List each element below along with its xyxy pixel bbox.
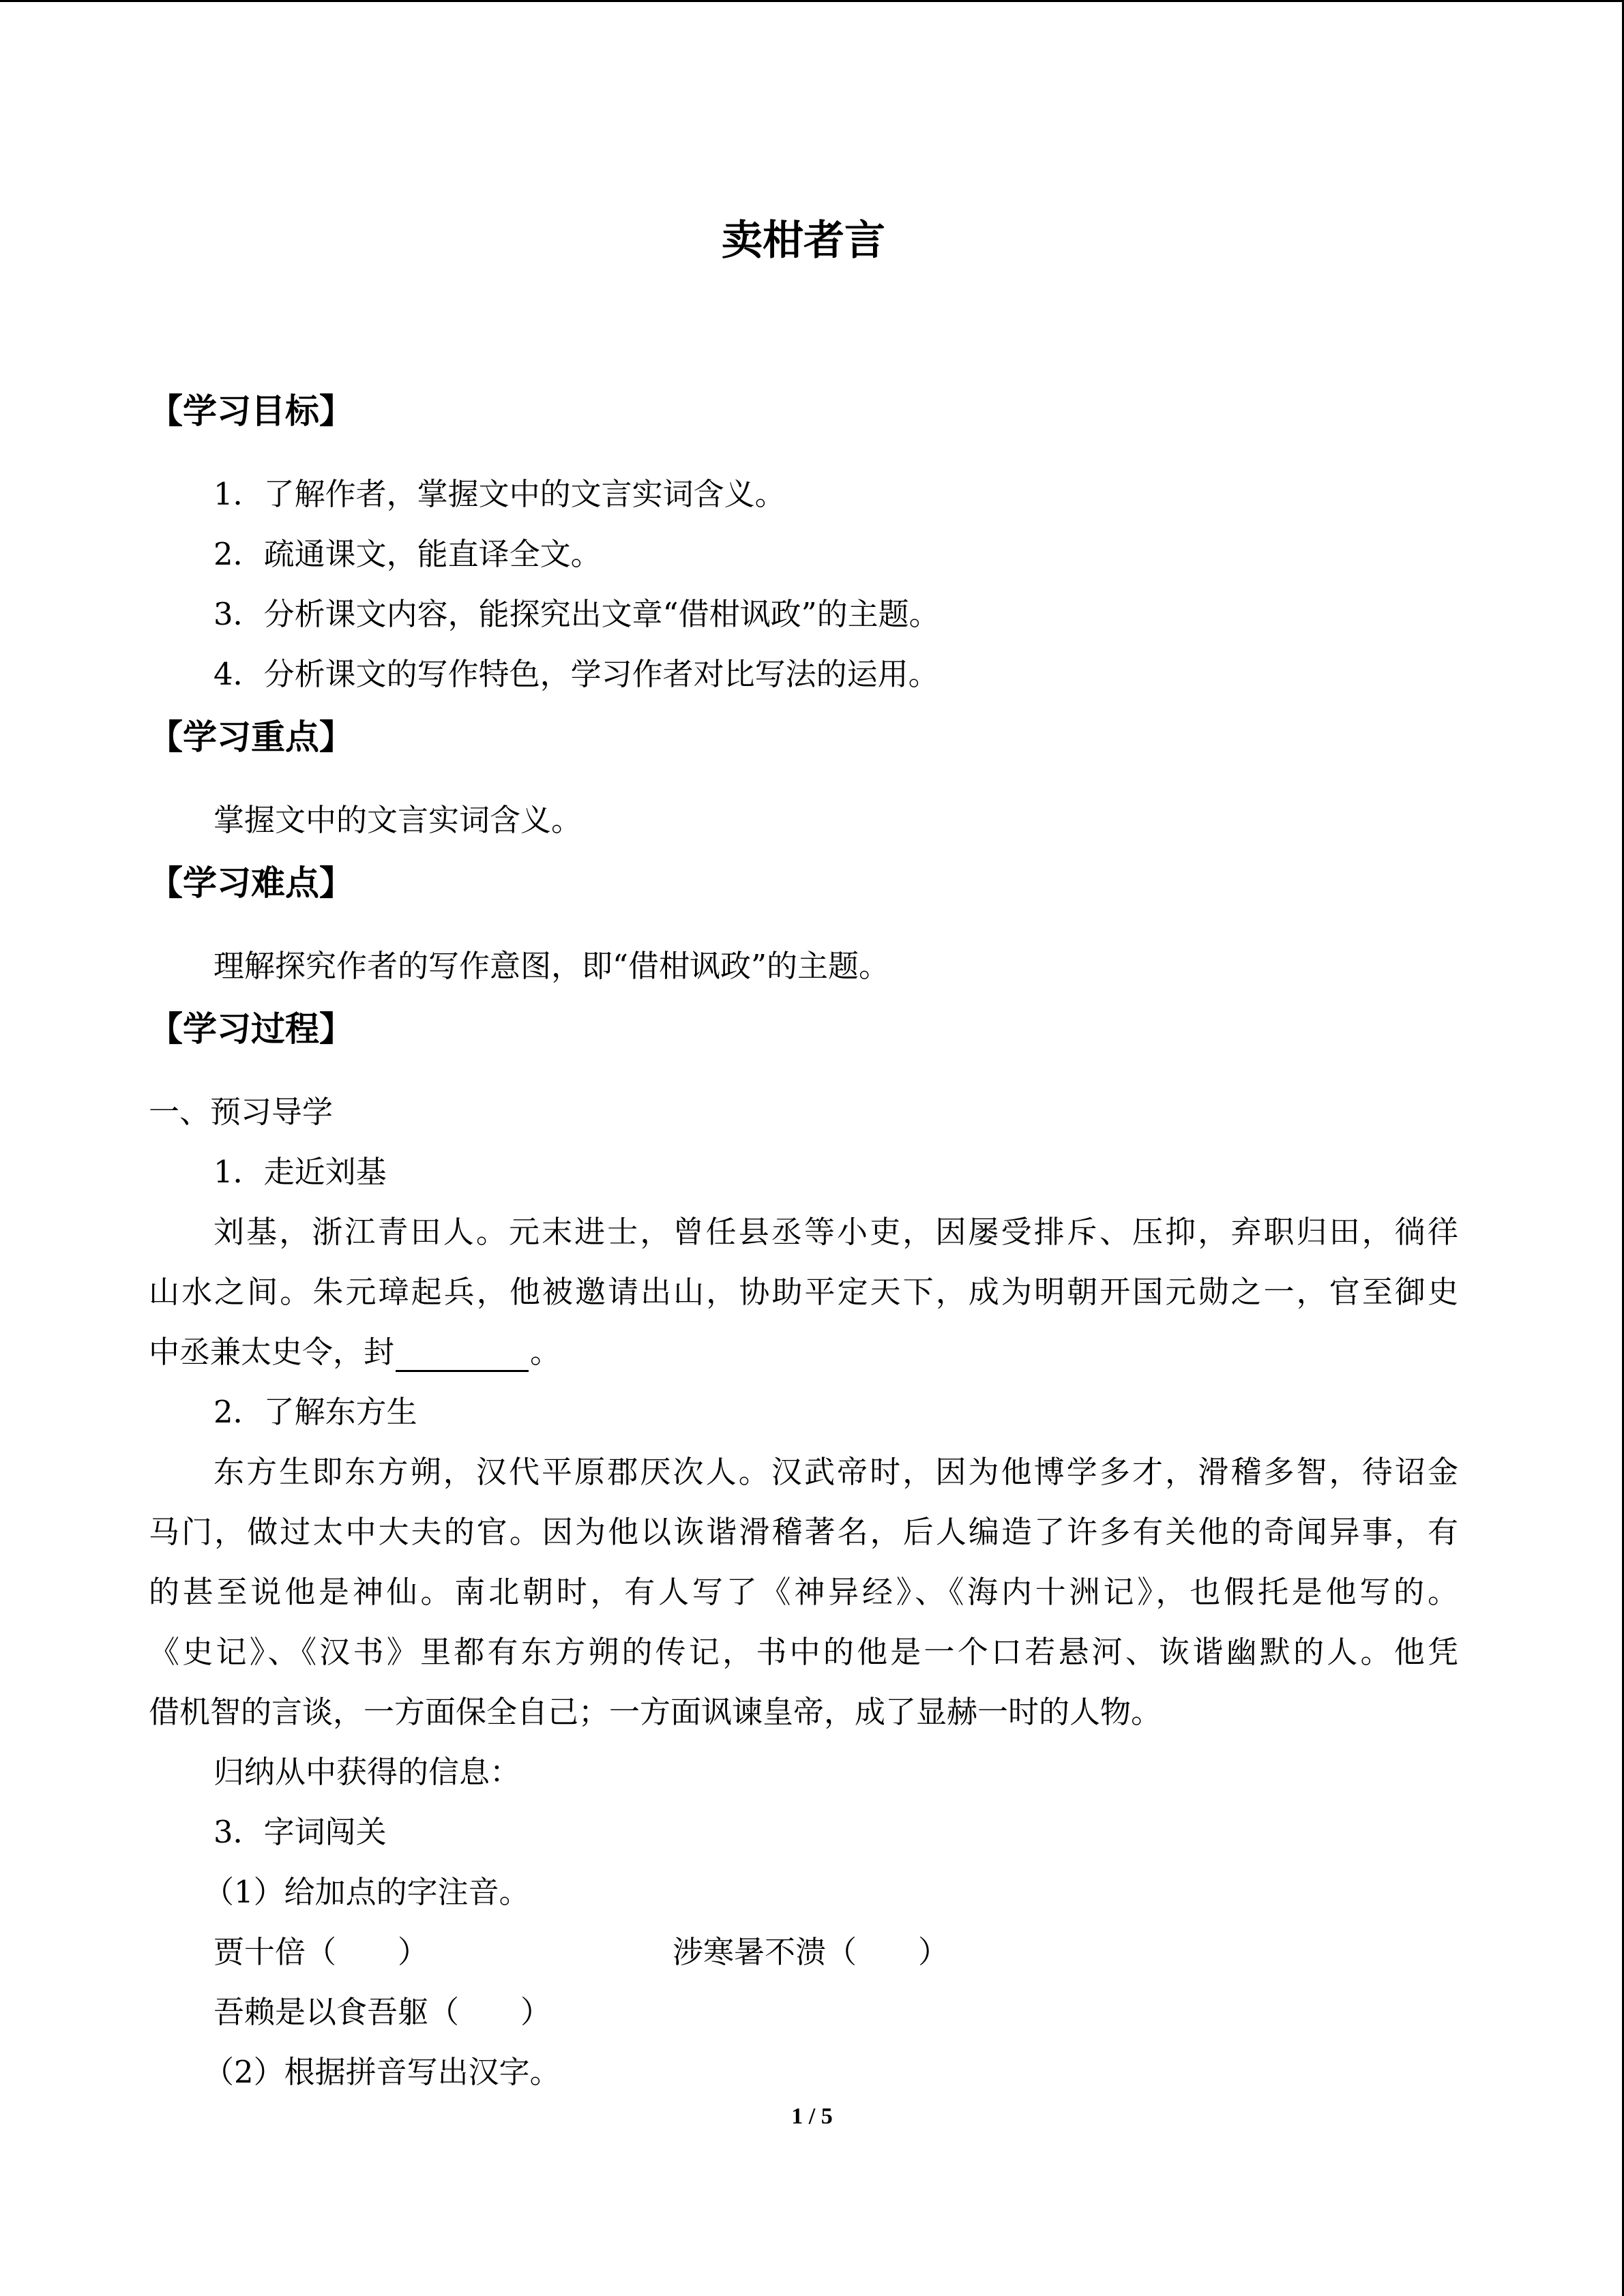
dongfang-summary-prompt: 归纳从中获得的信息： (213, 1754, 521, 1790)
vocab-heading: 3．字词闯关 (213, 1814, 387, 1850)
liuji-paragraph-line: 刘基，浙江青田人。元末进士，曾任县丞等小吏，因屡受排斥、压抑，弃职归田，徜徉 (213, 1214, 1458, 1250)
fill-in-blank[interactable] (396, 1343, 529, 1372)
vocab-question-1: （1）给加点的字注音。 (203, 1874, 530, 1910)
page-border-top (0, 0, 1624, 2)
liuji-paragraph-line: 山水之间。朱元璋起兵，他被邀请出山，协助平定天下，成为明朝开国元勋之一，官至御史 (149, 1274, 1458, 1310)
vocab-item: 涉寒暑不溃（ ） (673, 1934, 949, 1970)
dongfang-paragraph-line: 东方生即东方朔，汉代平原郡厌次人。汉武帝时，因为他博学多才，滑稽多智，待诏金 (213, 1454, 1458, 1490)
page-title: 卖柑者言 (722, 217, 885, 265)
process-heading: 【学习过程】 (149, 1009, 353, 1049)
objective-item: 2．疏通课文，能直译全文。 (213, 536, 602, 572)
key-points-text: 掌握文中的文言实词含义。 (213, 802, 582, 838)
objective-item: 1．了解作者，掌握文中的文言实词含义。 (213, 476, 786, 512)
vocab-question-2: （2）根据拼音写出汉字。 (203, 2054, 561, 2090)
objective-item: 3．分析课文内容，能探究出文章“借柑讽政”的主题。 (213, 596, 940, 632)
difficulties-heading: 【学习难点】 (149, 863, 353, 903)
liuji-last-line-text: 中丞兼太史令，封 (149, 1334, 395, 1370)
liuji-last-line-end: 。 (530, 1334, 561, 1370)
key-points-heading: 【学习重点】 (149, 717, 353, 757)
objective-item: 4．分析课文的写作特色，学习作者对比写法的运用。 (213, 656, 939, 692)
vocab-item: 贾十倍（ ） (213, 1934, 429, 1970)
part-one-heading: 一、预习导学 (149, 1094, 334, 1130)
difficulties-text: 理解探究作者的写作意图，即“借柑讽政”的主题。 (213, 948, 890, 984)
dongfang-paragraph-line: 马门，做过太中大夫的官。因为他以诙谐滑稽著名，后人编造了许多有关他的奇闻异事，有 (149, 1514, 1458, 1550)
dongfang-paragraph-line: 《史记》、《汉书》里都有东方朔的传记，书中的他是一个口若悬河、诙谐幽默的人。他凭 (149, 1634, 1458, 1670)
page-number: 1 / 5 (791, 2104, 833, 2129)
liuji-paragraph-last-line (149, 1334, 561, 1372)
dongfang-heading: 2．了解东方生 (213, 1394, 417, 1430)
dongfang-paragraph-line: 借机智的言谈，一方面保全自己；一方面讽谏皇帝，成了显赫一时的人物。 (149, 1694, 1162, 1730)
objectives-heading: 【学习目标】 (149, 391, 353, 431)
vocab-item: 吾赖是以食吾躯（ ） (213, 1994, 552, 2030)
dongfang-paragraph-line: 的甚至说他是神仙。南北朝时，有人写了《神异经》、《海内十洲记》，也假托是他写的。 (149, 1574, 1458, 1610)
liuji-heading: 1．走近刘基 (213, 1154, 387, 1190)
